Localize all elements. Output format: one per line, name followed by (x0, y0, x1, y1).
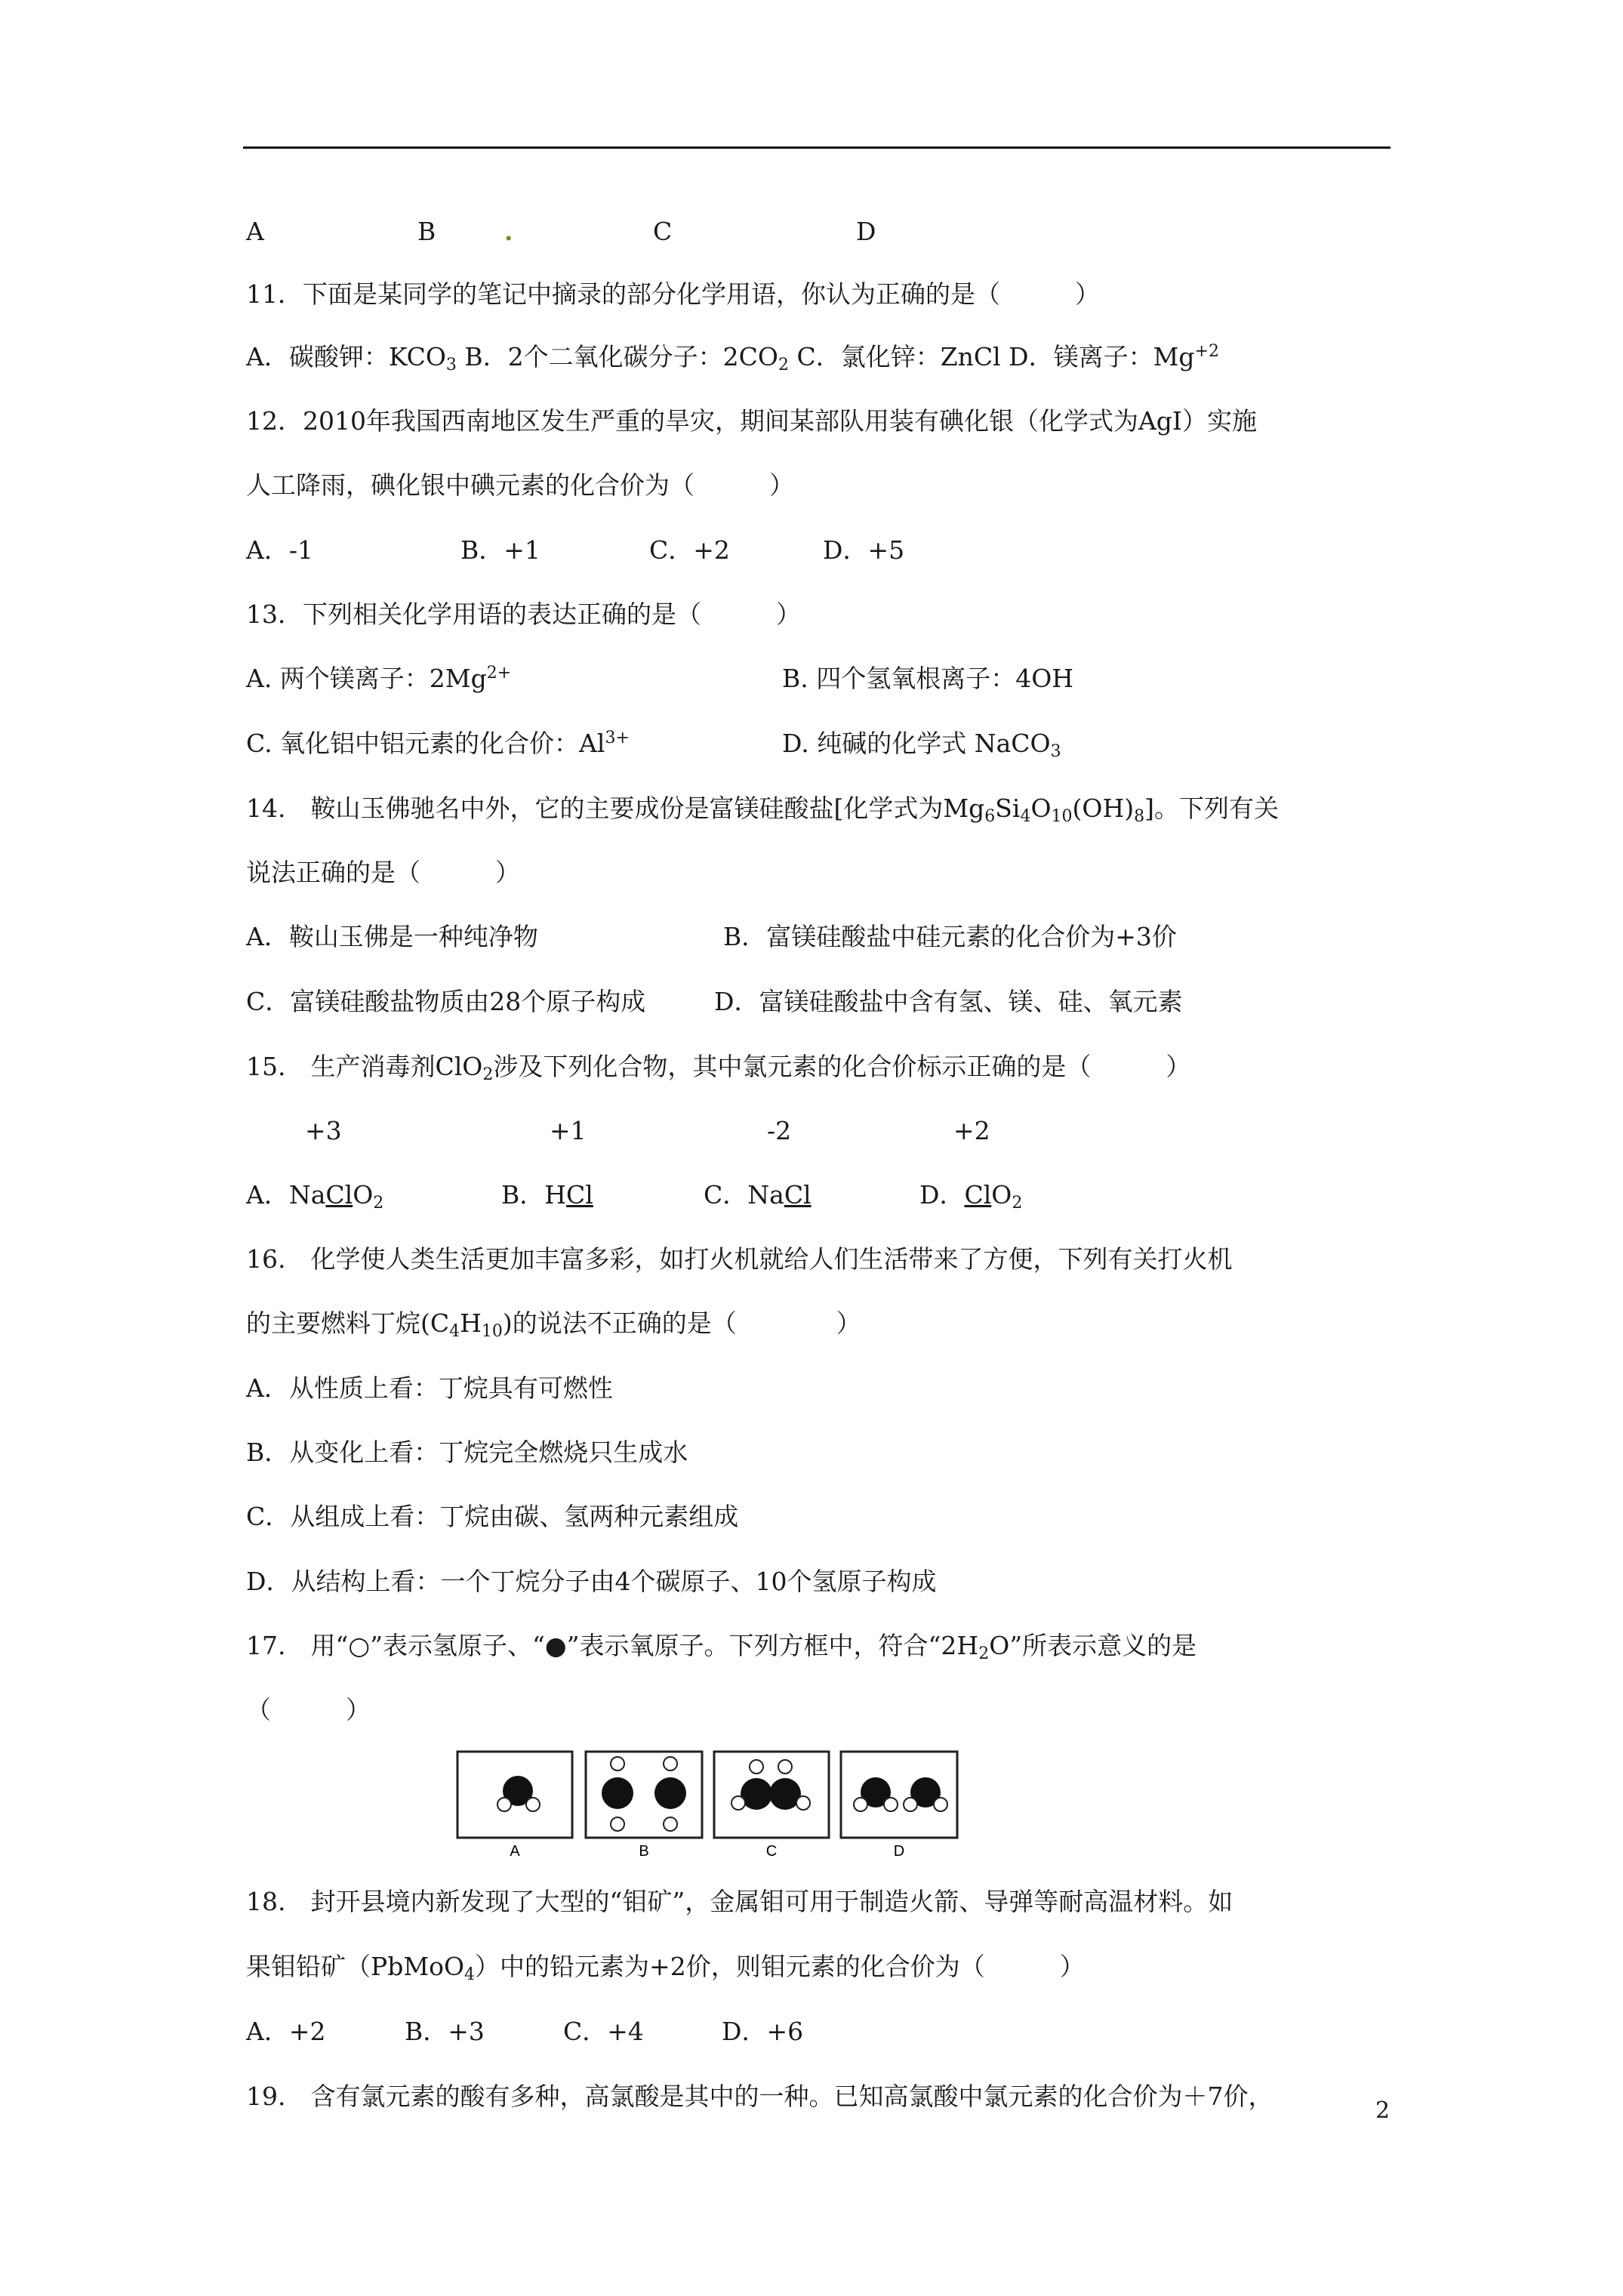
q15-option-d-subscript: 2 (1012, 1194, 1023, 1213)
q12-option-d: D．+5 (823, 535, 905, 565)
q15-option-a-subscript: 2 (373, 1194, 384, 1213)
q17-line1-tail: O”所表示意义的是 (989, 1631, 1197, 1660)
q15-stem-subscript: 2 (482, 1065, 494, 1084)
q11-option-d-superscript: +2 (1194, 342, 1219, 361)
q15-valence-c: -2 (767, 1116, 792, 1145)
q18-line1: 18. 封开县境内新发现了大型的“钼矿”，金属钼可用于制造火箭、导弹等耐高温材料。如 (246, 1887, 1233, 1916)
q14-line1-text: 14. 鞍山玉佛驰名中外，它的主要成份是富镁硅酸盐[化学式为Mg (246, 794, 985, 823)
q18-line2-text: 果钼铅矿（PbMoO (246, 1952, 465, 1981)
prev-option-b: B (417, 217, 436, 246)
q11-option-a-subscript: 3 (445, 356, 457, 374)
hydrogen-atom (934, 1798, 947, 1811)
q14-formula-sub: 10 (1051, 807, 1073, 826)
q15-option-d (919, 1179, 1022, 1211)
q15-option-a (246, 1179, 383, 1211)
oxygen-atom (602, 1777, 633, 1809)
figure-label-c: C (765, 1843, 778, 1859)
q12-line2: 人工降雨，碘化银中碘元素的化合价为（ ） (246, 470, 794, 500)
molecule-figure (453, 1746, 981, 1859)
header-rule (243, 146, 1390, 149)
q14-option-a: A．鞍山玉佛是一种纯净物 (246, 922, 538, 951)
q13-option-d-subscript: 3 (1050, 742, 1061, 761)
q18-line2 (246, 1951, 1085, 1983)
q14-line1 (246, 793, 1279, 824)
q14-option-c: C．富镁硅酸盐物质由28个原子构成 (246, 987, 646, 1016)
figure-box-b (586, 1752, 702, 1838)
q15-option-b-underlined: Cl (566, 1180, 593, 1210)
hydrogen-atom (731, 1796, 745, 1810)
hydrogen-atom (904, 1798, 917, 1811)
q15-valence-b: +1 (550, 1116, 587, 1145)
q15-valence-d: +2 (953, 1116, 990, 1145)
q16-line2-tail: )的说法不正确的是（ ） (502, 1308, 861, 1338)
q12-option-a: A．-1 (246, 535, 313, 565)
hydrogen-atom (884, 1798, 898, 1811)
hydrogen-atom (611, 1757, 624, 1771)
q11-options (246, 341, 1219, 373)
q15-option-d-text: D． (919, 1180, 965, 1210)
hydrogen-atom (854, 1798, 867, 1811)
prev-option-a: A (246, 217, 264, 246)
q14-formula-sub: 8 (1134, 807, 1145, 826)
q15-stem-tail: 涉及下列化合物，其中氯元素的化合价标示正确的是（ ） (493, 1052, 1191, 1081)
q15-option-b-text: B．H (501, 1180, 567, 1210)
q18-option-d: D．+6 (722, 2017, 804, 2046)
q13-option-c-text: C. 氧化铝中铝元素的化合价：Al (246, 729, 605, 758)
figure-label-d: D (893, 1843, 905, 1859)
q14-formula-part: (OH) (1072, 794, 1135, 823)
q12-option-c: C．+2 (649, 535, 730, 565)
q14-option-b: B．富镁硅酸盐中硅元素的化合价为+3价 (723, 922, 1177, 951)
q11-stem: 11．下面是某同学的笔记中摘录的部分化学用语，你认为正确的是（ ） (246, 279, 1100, 309)
q11-option-b: B．2个二氧化碳分子：2CO (456, 342, 778, 371)
q12-option-b: B．+1 (460, 535, 540, 565)
q15-stem-text: 15. 生产消毒剂ClO (246, 1052, 483, 1081)
q18-line2-subscript: 4 (464, 1965, 476, 1984)
q16-formula-sub: 10 (481, 1322, 503, 1341)
q17-line1-text: 17. 用“○”表示氢原子、“●”表示氧原子。下列方框中，符合“2H (246, 1631, 979, 1660)
q15-option-a-text: A．Na (246, 1180, 326, 1210)
hydrogen-atom (664, 1817, 677, 1831)
q13-option-d (782, 728, 1061, 760)
q14-formula-sub: 4 (1020, 807, 1031, 826)
prev-option-d: D (856, 217, 876, 246)
prev-option-c: C (653, 217, 673, 246)
q13-stem: 13．下列相关化学用语的表达正确的是（ ） (246, 599, 801, 629)
q16-option-a: A．从性质上看：丁烷具有可燃性 (246, 1373, 613, 1403)
q17-line2: （ ） (246, 1695, 371, 1724)
q16-formula-sub: 4 (449, 1322, 460, 1341)
q11-option-a: A．碳酸钾：KCO (246, 342, 446, 371)
figure-label-a: A (510, 1843, 520, 1859)
figure-box-d (841, 1752, 957, 1838)
q14-line1-tail: ]。下列有关 (1144, 794, 1279, 823)
q16-option-b: B．从变化上看：丁烷完全燃烧只生成水 (246, 1438, 688, 1467)
q19-line1: 19. 含有氯元素的酸有多种，高氯酸是其中的一种。已知高氯酸中氯元素的化合价为＋7价， (246, 2082, 1273, 2111)
q15-option-a-tail: O (353, 1180, 374, 1210)
prev-option-dot: . (504, 217, 513, 246)
hydrogen-atom (664, 1757, 677, 1771)
q16-option-c: C．从组成上看：丁烷由碳、氢两种元素组成 (246, 1502, 739, 1531)
q15-option-c (704, 1179, 812, 1211)
q16-line1: 16. 化学使人类生活更加丰富多彩，如打火机就给人们生活带来了方便，下列有关打火机 (246, 1244, 1233, 1274)
hydrogen-atom (497, 1798, 511, 1811)
hydrogen-atom (750, 1760, 763, 1774)
q14-option-d: D．富镁硅酸盐中含有氢、镁、硅、氧元素 (714, 987, 1183, 1016)
q15-option-d-tail: O (991, 1180, 1012, 1210)
q14-formula-sub: 6 (984, 807, 996, 826)
q15-stem (246, 1051, 1190, 1083)
q15-valence-a: +3 (305, 1116, 342, 1145)
hydrogen-atom (611, 1817, 624, 1831)
q11-option-b-subscript: 2 (778, 356, 789, 374)
q18-option-c: C．+4 (563, 2017, 644, 2046)
q17-line1 (246, 1630, 1196, 1662)
q16-line2-text: 的主要燃料丁烷(C (246, 1308, 450, 1338)
q15-option-b (501, 1179, 593, 1211)
q15-option-c-underlined: Cl (784, 1180, 812, 1210)
q16-formula-part: H (460, 1308, 482, 1338)
q14-line2: 说法正确的是（ ） (246, 858, 520, 887)
q16-option-d: D．从结构上看：一个丁烷分子由4个碳原子、10个氢原子构成 (246, 1567, 937, 1596)
q13-option-a-superscript: 2+ (486, 664, 512, 683)
q16-line2 (246, 1308, 861, 1339)
q18-option-a: A．+2 (246, 2017, 326, 2046)
q18-line2-tail: ）中的铅元素为+2价，则钼元素的化合价为（ ） (475, 1952, 1085, 1981)
figure-box-c (714, 1752, 829, 1838)
q15-option-a-underlined: Cl (325, 1180, 353, 1210)
q13-option-a (246, 663, 511, 695)
q17-line1-subscript: 2 (978, 1644, 990, 1663)
q11-option-cd: C．氯化锌：ZnCl D．镁离子：Mg (788, 342, 1195, 371)
q14-formula-part: O (1030, 794, 1052, 823)
page-number: 2 (1375, 2097, 1390, 2124)
q13-option-b: B. 四个氢氧根离子：4OH (782, 664, 1074, 693)
q13-option-c (246, 728, 630, 760)
hydrogen-atom (526, 1798, 540, 1811)
q13-option-d-text: D. 纯碱的化学式 NaCO (782, 729, 1051, 758)
q14-formula-part: Si (995, 794, 1021, 823)
q12-line1: 12．2010年我国西南地区发生严重的旱灾，期间某部队用装有碘化银（化学式为AgI）实施 (246, 406, 1257, 436)
q13-option-c-superscript: 3+ (605, 729, 630, 747)
q13-option-a-text: A. 两个镁离子：2Mg (246, 664, 487, 693)
q18-option-b: B．+3 (405, 2017, 485, 2046)
hydrogen-atom (796, 1796, 810, 1810)
q15-option-c-text: C．Na (704, 1180, 784, 1210)
figure-box-a (457, 1752, 572, 1838)
figure-label-b: B (639, 1843, 649, 1859)
oxygen-atom (654, 1777, 686, 1809)
q15-option-d-underlined: Cl (964, 1180, 992, 1210)
hydrogen-atom (778, 1760, 792, 1774)
